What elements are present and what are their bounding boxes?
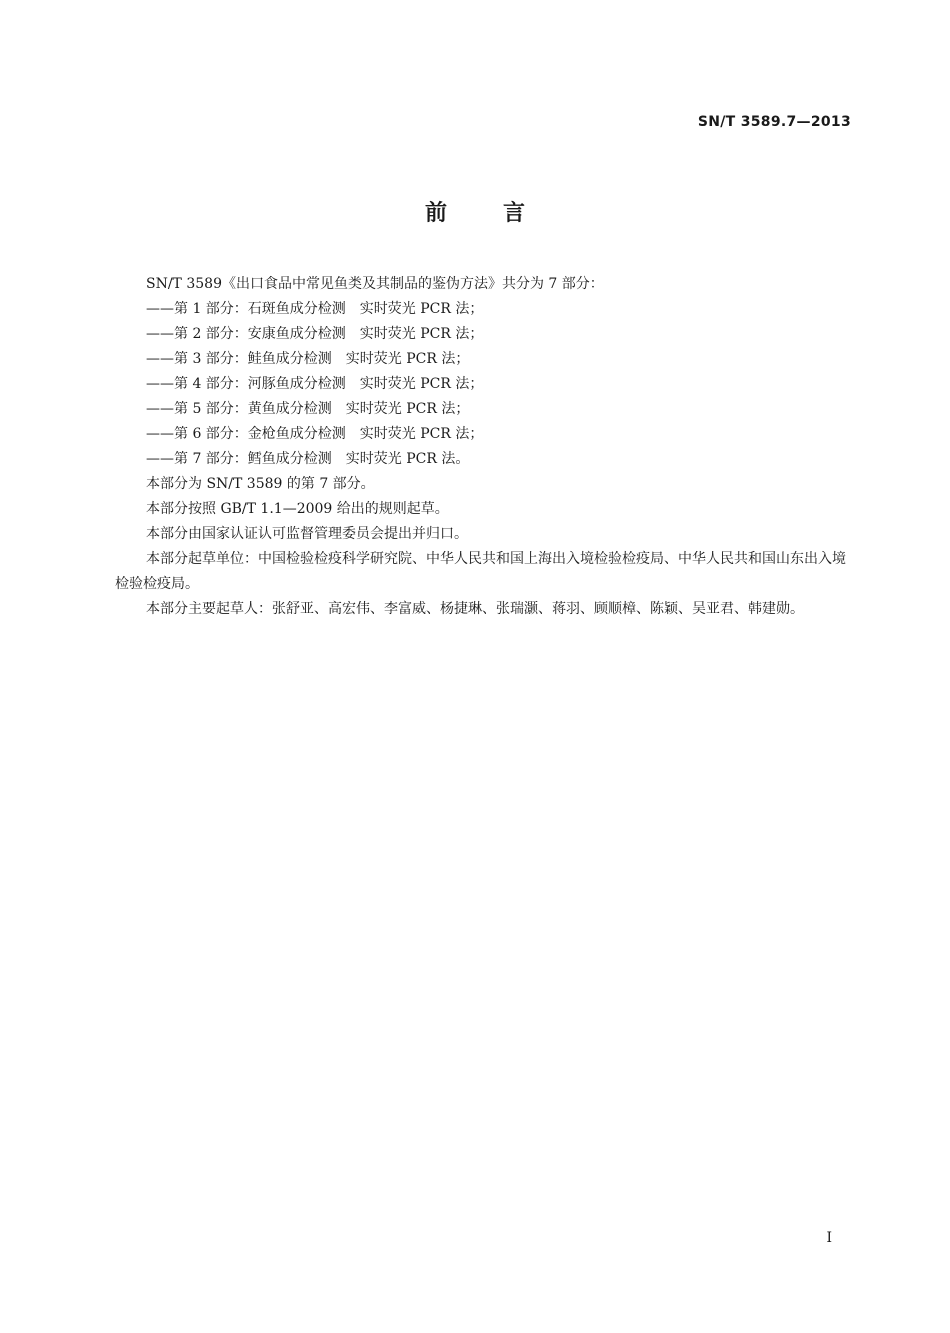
foreword-body (115, 272, 855, 622)
part-list-item: ——第 7 部分：鳕鱼成分检测 实时荧光 PCR 法。 (146, 451, 470, 467)
drafting-rules-paragraph: 本部分按照 GB/T 1.1—2009 给出的规则起草。 (146, 501, 449, 517)
drafting-units-paragraph: 本部分起草单位：中国检验检疫科学研究院、中华人民共和国上海出入境检验检疫局、中华人民共和国山东出入境检验检疫局。 (115, 551, 846, 592)
part-list-item: ——第 2 部分：安康鱼成分检测 实时荧光 PCR 法； (146, 326, 484, 342)
part-list-item: ——第 4 部分：河豚鱼成分检测 实时荧光 PCR 法； (146, 376, 484, 392)
page-number: I (826, 1230, 832, 1246)
part-list-item: ——第 3 部分：鲑鱼成分检测 实时荧光 PCR 法； (146, 351, 470, 367)
intro-paragraph: SN/T 3589《出口食品中常见鱼类及其制品的鉴伪方法》共分为 7 部分： (146, 276, 604, 292)
this-part-paragraph: 本部分为 SN/T 3589 的第 7 部分。 (146, 476, 375, 492)
part-list-item: ——第 1 部分：石斑鱼成分检测 实时荧光 PCR 法； (146, 301, 484, 317)
part-list-item: ——第 6 部分：金枪鱼成分检测 实时荧光 PCR 法； (146, 426, 484, 442)
standard-number: SN/T 3589.7—2013 (697, 114, 851, 130)
part-list-item: ——第 5 部分：黄鱼成分检测 实时荧光 PCR 法； (146, 401, 470, 417)
proposed-by-paragraph: 本部分由国家认证认可监督管理委员会提出并归口。 (146, 526, 468, 542)
drafters-paragraph: 本部分主要起草人：张舒亚、高宏伟、李富威、杨捷琳、张瑞灏、蒋羽、顾顺樟、陈颖、吴亚君、韩建勋。 (146, 601, 804, 617)
page-title: 前言 (424, 201, 581, 226)
